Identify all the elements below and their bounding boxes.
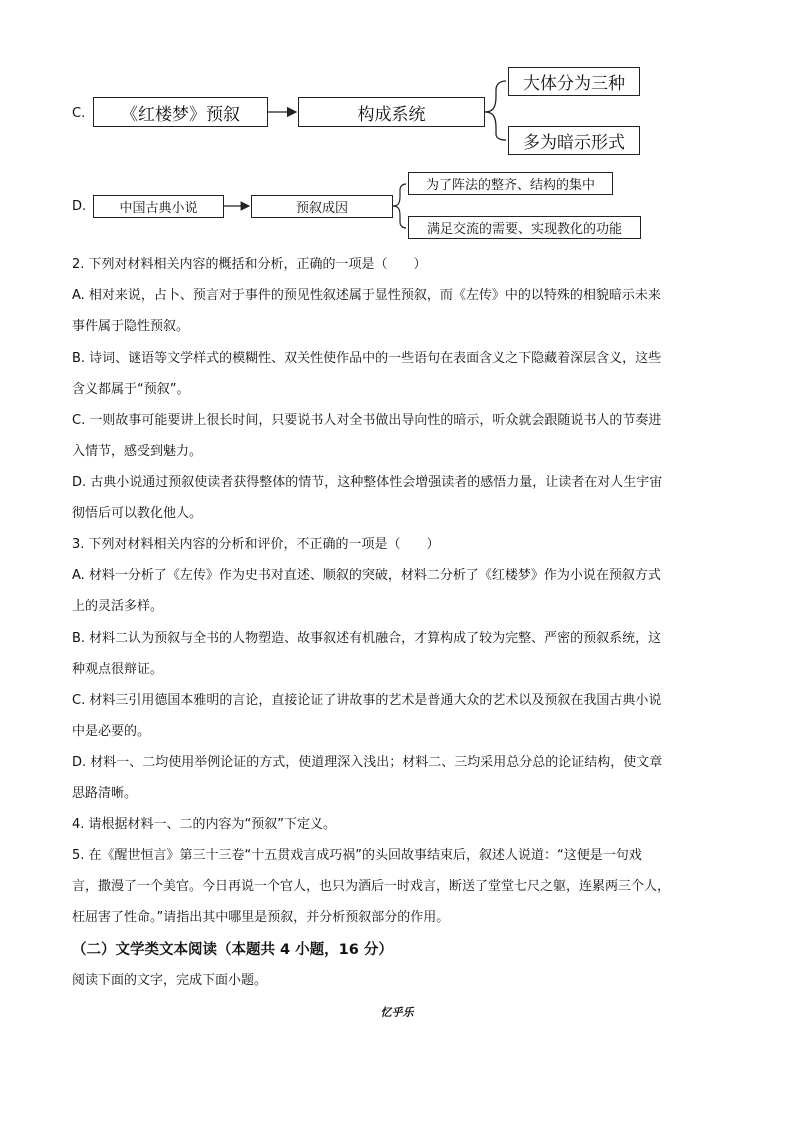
q2-option-c-line1: C. 一则故事可能要讲上很长时间，只要说书人对全书做出导向性的暗示，听众就会跟随说书人的节奏进	[72, 413, 662, 428]
diagram-d-brace-bottom	[393, 206, 406, 228]
diagram-d-box-source: 中国古典小说	[93, 195, 224, 218]
diagram-c-box-source: 《红楼梦》预叙	[93, 97, 268, 127]
q3-option-b-line2: 种观点很辩证。	[72, 662, 164, 677]
q3-option-c-line1: C. 材料三引用德国本雅明的言论，直接论证了讲故事的艺术是普通大众的艺术以及预叙在我国古典小说	[72, 693, 662, 708]
q2-option-d-line2: 彻悟后可以教化他人。	[72, 506, 203, 521]
q3-option-c-line2: 中是必要的。	[72, 724, 151, 739]
diagram-connectors	[0, 0, 794, 260]
q3-option-a-line2: 上的灵活多样。	[72, 599, 164, 614]
question-5-line2: 言，撒漫了一个美官。今日再说一个官人，也只为酒后一时戏言，断送了堂堂七尺之躯，连累两三个人，	[72, 879, 671, 894]
diagram-c-box-system: 构成系统	[298, 97, 485, 127]
q3-option-d-line2: 思路清晰。	[72, 786, 138, 801]
q2-option-d-line1: D. 古典小说通过预叙使读者获得整体的情节，这种整体性会增强读者的感悟力量，让读者在对人生宇宙	[72, 475, 663, 490]
diagram-d-box-communication: 满足交流的需要、实现教化的功能	[408, 216, 641, 239]
q2-option-b-line2: 含义都属于“预叙”。	[72, 382, 190, 397]
diagram-c-brace-top	[485, 81, 506, 112]
option-c-label: C.	[72, 106, 86, 121]
section-heading: （二）文学类文本阅读（本题共 4 小题，16 分）	[72, 942, 393, 958]
question-5-line3: 枉屈害了性命。”请指出其中哪里是预叙，并分析预叙部分的作用。	[72, 910, 450, 925]
reading-instruction: 阅读下面的文字，完成下面小题。	[72, 973, 268, 988]
diagram-c-box-implicit: 多为暗示形式	[508, 126, 640, 155]
diagram-c-brace-bottom	[485, 112, 506, 140]
q2-option-a-line1: A. 相对来说，占卜、预言对于事件的预见性叙述属于显性预叙，而《左传》中的以特殊的相貌暗示未来	[72, 288, 661, 303]
q3-option-a-line1: A. 材料一分析了《左传》作为史书对直述、顺叙的突破，材料二分析了《红楼梦》作为小说在预叙方式	[72, 568, 661, 583]
q3-option-b-line1: B. 材料二认为预叙与全书的人物塑造、故事叙述有机融合，才算构成了较为完整、严密的预叙系统，这	[72, 631, 662, 646]
diagram-d-brace-top	[393, 184, 406, 206]
question-5-line1: 5. 在《醒世恒言》第三十三卷“十五贯戏言成巧祸”的头回故事结束后，叙述人说道：“这便是一句戏	[72, 848, 642, 863]
q2-option-b-line1: B. 诗词、谜语等文学样式的模糊性、双关性使作品中的一些语句在表面含义之下隐藏着深层含义，这些	[72, 351, 662, 366]
option-d-label: D.	[72, 199, 87, 214]
diagram-d-box-structure: 为了阵法的整齐、结构的集中	[408, 172, 613, 195]
q2-option-a-line2: 事件属于隐性预叙。	[72, 319, 190, 334]
diagram-c-box-three-types: 大体分为三种	[508, 67, 640, 96]
q3-option-d-line1: D. 材料一、二均使用举例论证的方式，使道理深入浅出；材料二、三均采用总分总的论证结构，使文章	[72, 755, 663, 770]
diagram-d-box-cause: 预叙成因	[251, 195, 393, 218]
q2-option-c-line2: 入情节，感受到魅力。	[72, 444, 203, 459]
question-3-stem: 3. 下列对材料相关内容的分析和评价，不正确的一项是（ ）	[72, 537, 440, 552]
question-2-stem: 2. 下列对材料相关内容的概括和分析，正确的一项是（ ）	[72, 257, 427, 272]
story-title: 忆乎乐	[380, 1006, 414, 1019]
question-4: 4. 请根据材料一、二的内容为“预叙”下定义。	[72, 817, 337, 832]
